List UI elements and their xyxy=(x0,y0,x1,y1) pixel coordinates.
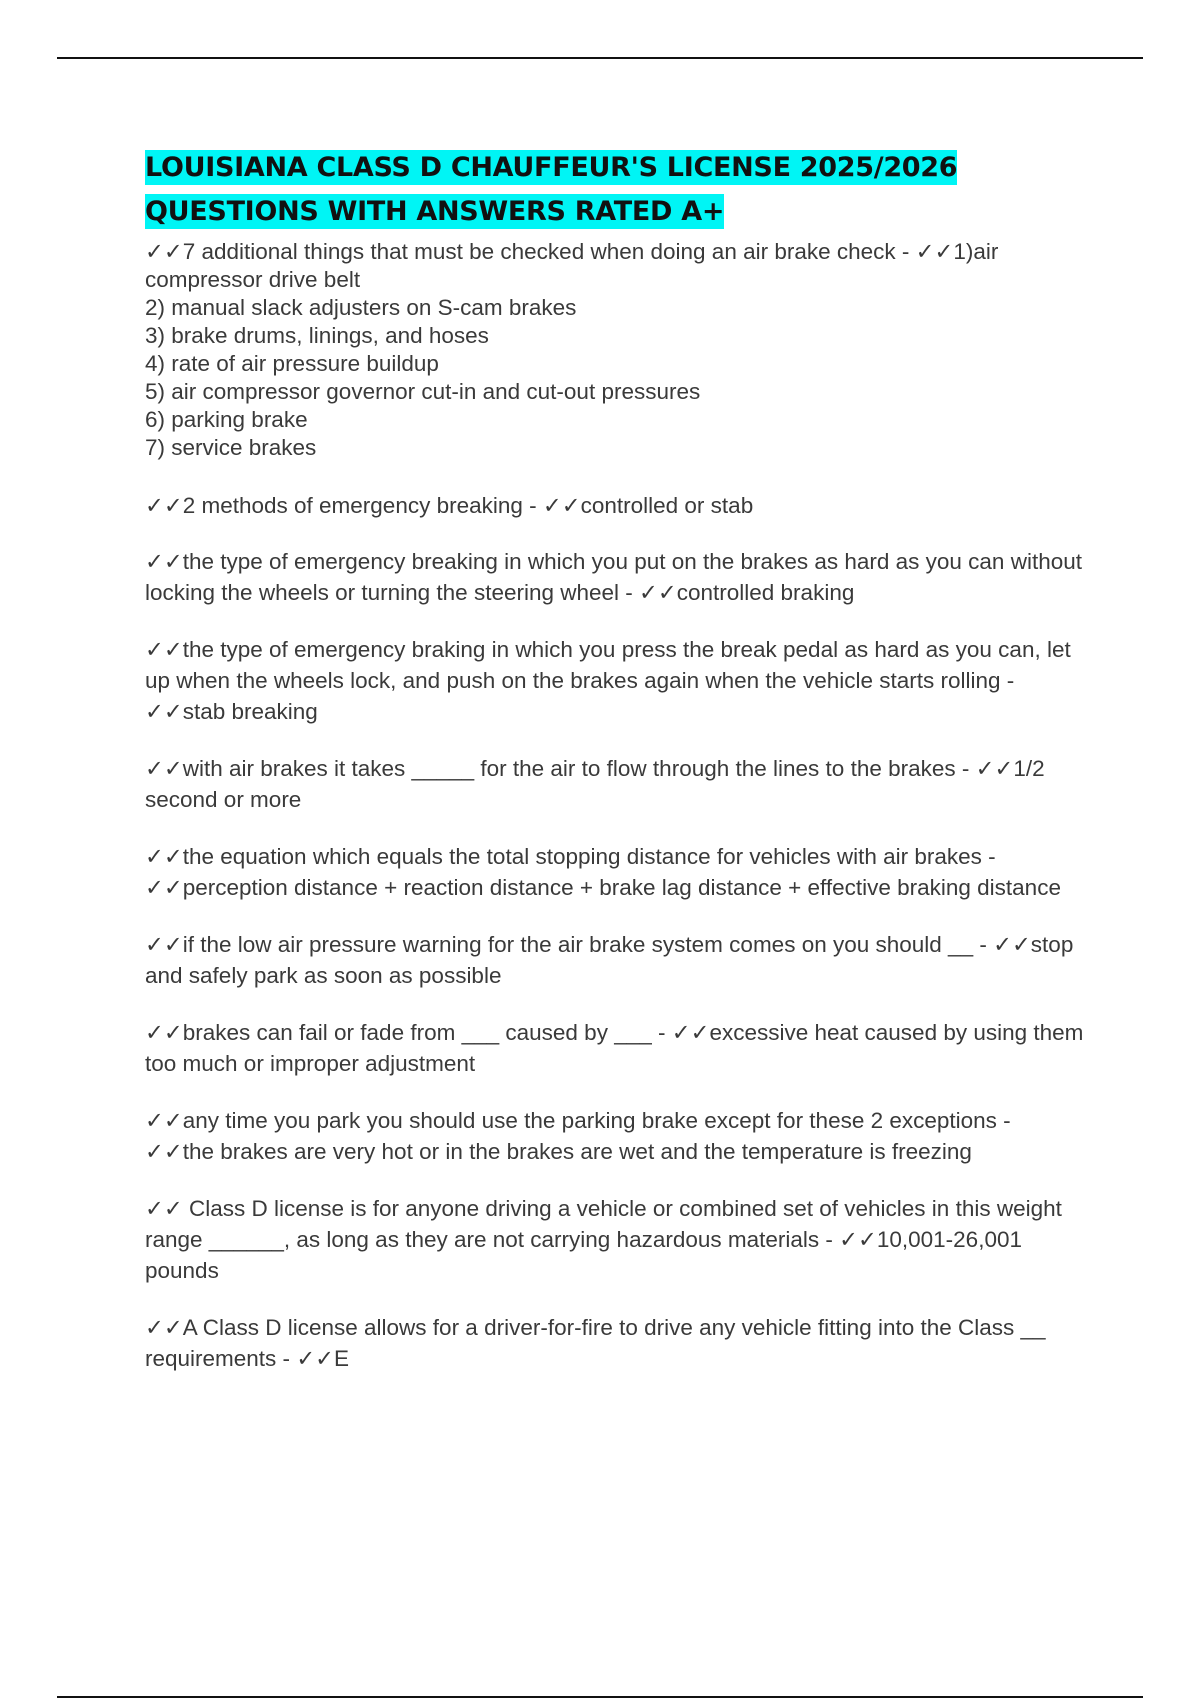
qa-answer: ✓✓perception distance + reaction distance + brake lag distance + effective braking distance xyxy=(145,875,1061,900)
qa-list xyxy=(145,238,1085,1374)
qa-item-1 xyxy=(145,238,1085,462)
qa-answer: ✓✓1)air compressor drive belt 2) manual slack adjusters on S-cam brakes 3) brake drums, linings, and hoses 4) rate of air pressure buildup 5) air compressor governor cut-in and cut-out pressures 6) parking brake 7) service brakes xyxy=(145,239,999,460)
qa-item-9 xyxy=(145,1105,1085,1167)
qa-answer: ✓✓10,001-26,001 pounds xyxy=(145,1227,1022,1283)
qa-answer: ✓✓controlled or stab xyxy=(542,493,754,518)
qa-item-5 xyxy=(145,753,1085,815)
title-line-1: LOUISIANA CLASS D CHAUFFEUR'S LICENSE 2025/2026 xyxy=(145,152,958,183)
qa-answer: ✓✓excessive heat caused by using them too much or improper adjustment xyxy=(145,1020,1084,1076)
qa-question: ✓✓the equation which equals the total stopping distance for vehicles with air brakes - xyxy=(145,844,996,869)
title-line-2: QUESTIONS WITH ANSWERS RATED A+ xyxy=(145,196,725,227)
qa-question: ✓✓ Class D license is for anyone driving a vehicle or combined set of vehicles in this weight range ______, as long as they are not carrying hazardous materials - xyxy=(145,1196,1062,1252)
qa-item-8 xyxy=(145,1017,1085,1079)
qa-answer: ✓✓stab breaking xyxy=(145,699,318,724)
qa-question: ✓✓A Class D license allows for a driver-for-fire to drive any vehicle fitting into the Class __ requirements - xyxy=(145,1315,1046,1371)
qa-item-2 xyxy=(145,492,1085,520)
qa-answer: ✓✓stop and safely park as soon as possible xyxy=(145,932,1074,988)
qa-question: ✓✓with air brakes it takes _____ for the air to flow through the lines to the brakes - xyxy=(145,756,976,781)
qa-question: ✓✓2 methods of emergency breaking - xyxy=(145,493,543,518)
qa-item-11 xyxy=(145,1312,1085,1374)
footer-rule xyxy=(57,1696,1143,1698)
qa-answer: ✓✓E xyxy=(296,1346,350,1371)
qa-item-4 xyxy=(145,634,1085,727)
qa-answer: ✓✓1/2 second or more xyxy=(145,756,1045,812)
qa-item-6 xyxy=(145,841,1085,903)
document-title xyxy=(145,146,1085,234)
qa-answer: ✓✓controlled braking xyxy=(639,580,855,605)
header-rule xyxy=(57,57,1143,59)
document-page xyxy=(145,146,1085,1400)
qa-answer: ✓✓the brakes are very hot or in the brakes are wet and the temperature is freezing xyxy=(145,1139,972,1164)
qa-item-3 xyxy=(145,546,1085,608)
qa-question: ✓✓brakes can fail or fade from ___ caused by ___ - xyxy=(145,1020,672,1045)
qa-question: ✓✓any time you park you should use the parking brake except for these 2 exceptions - xyxy=(145,1108,1011,1133)
qa-question: ✓✓the type of emergency braking in which you press the break pedal as hard as you can, let up when the wheels lock, and push on the brakes again when the vehicle starts rolling - xyxy=(145,637,1071,693)
qa-question: ✓✓if the low air pressure warning for the air brake system comes on you should __ - xyxy=(145,932,994,957)
qa-item-10 xyxy=(145,1193,1085,1286)
qa-item-7 xyxy=(145,929,1085,991)
qa-question: ✓✓7 additional things that must be checked when doing an air brake check - xyxy=(145,239,916,264)
qa-question: ✓✓the type of emergency breaking in which you put on the brakes as hard as you can without locking the wheels or turning the steering wheel - xyxy=(145,549,1082,605)
